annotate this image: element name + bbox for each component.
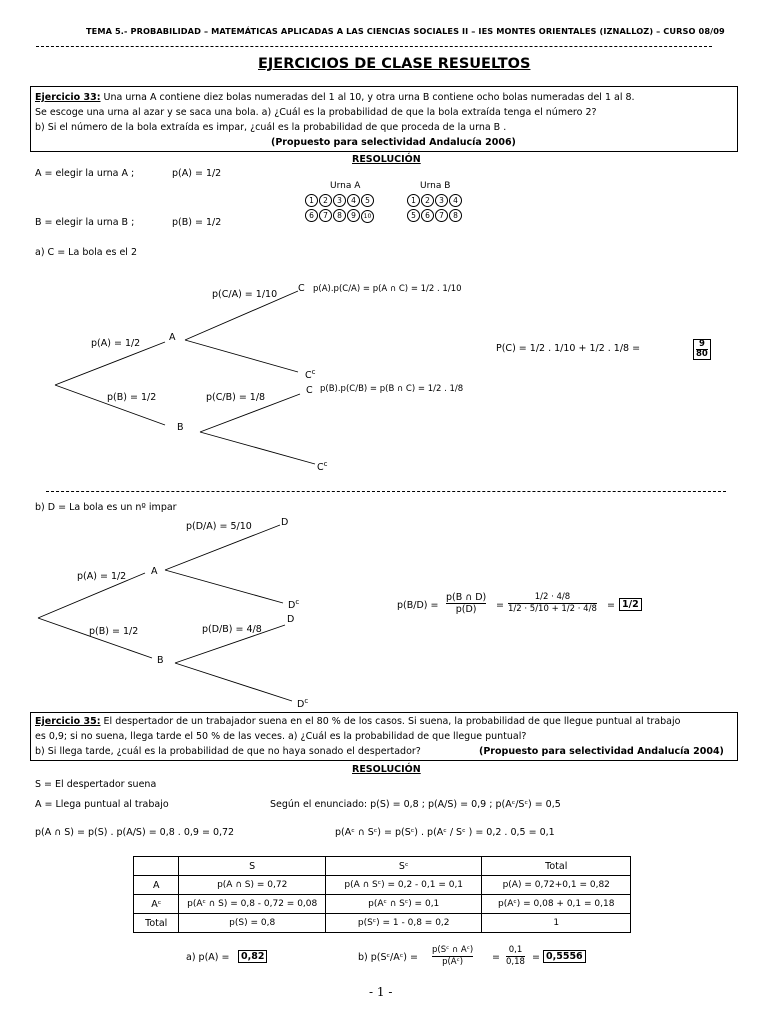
urn-a-ball: 8	[333, 209, 346, 222]
tree2-node-dc2: $D^c$	[297, 697, 309, 711]
bayes-fraction-values: $\frac{1/2 \cdot 4/8}{1/2 \cdot 5/10 + 1/2 \cdot 4/8}$	[508, 592, 597, 614]
table-cell: p(Sᶜ) = 1 - 0,8 = 0,2	[325, 914, 482, 933]
bayes-fraction: $\frac{p(B \cap D)}{p(D)}$	[446, 592, 487, 615]
exercise-33-line3: b) Si el número de la bola extraída es impar, ¿cuál es la probabilidad de que proceda de la urna B .	[35, 122, 507, 133]
urn-b-ball: 4	[449, 194, 462, 207]
exercise-35-resolution: RESOLUCIÓN	[352, 764, 421, 775]
tree1-label-pcb: p(C/B) = 1/8	[206, 392, 266, 403]
exercise-33-resolution: RESOLUCIÓN	[352, 154, 421, 165]
prob-b: p(B) = 1/2	[172, 217, 222, 228]
tree1-node-c1: C	[298, 283, 305, 294]
table-cell: p(A) = 0,72+0,1 = 0,82	[482, 876, 631, 895]
part-a-definition: a) C = La bola es el 2	[35, 247, 137, 258]
tree1-joint-bc: p(B).p(C/B) = p(B ∩ C) = 1/2 . 1/8	[320, 384, 464, 394]
given-probabilities: Según el enunciado: p(S) = 0,8 ; p(A/S) = 0,9 ; p(Aᶜ/Sᶜ) = 0,5	[270, 799, 561, 810]
table-row-header: A	[134, 876, 179, 895]
exercise-35-line2: es 0,9; si no suena, llega tarde el 50 % de las veces. a) ¿Cuál es la probabilidad de que llegue puntual?	[35, 731, 527, 742]
table-header-cell: S	[179, 857, 325, 876]
urn-b-ball: 8	[449, 209, 462, 222]
urn-b-ball: 5	[407, 209, 420, 222]
answer-a-lhs: a) p(A) =	[186, 952, 230, 963]
tree2-label-pb: p(B) = 1/2	[89, 626, 139, 637]
bayes-result-equals: =	[607, 600, 615, 611]
table-cell: p(Aᶜ ∩ S) = 0,8 - 0,72 = 0,08	[179, 895, 325, 914]
tree2-label-pdb: p(D/B) = 4/8	[202, 624, 262, 635]
tree2-branch-a-dc	[165, 570, 283, 603]
exercise-35-line3: b) Si llega tarde, ¿cuál es la probabilidad de que no haya sonado el despertador?	[35, 746, 421, 757]
table-cell: p(A ∩ S) = 0,72	[179, 876, 325, 895]
table-row	[134, 895, 631, 914]
urn-a-ball: 2	[319, 194, 332, 207]
tree2-label-pa: p(A) = 1/2	[77, 571, 127, 582]
answer-b-result: 0,5556	[543, 950, 586, 963]
tree2-node-b: B	[157, 655, 164, 666]
urn-a-ball: 6	[305, 209, 318, 222]
tree1-label-pa: p(A) = 1/2	[91, 338, 141, 349]
urn-a-ball: 5	[361, 194, 374, 207]
tree2-node-dc1: $D^c$	[288, 598, 300, 612]
tree1-branch-b-cc	[200, 432, 315, 464]
exercise-35-label: Ejercicio 35:	[35, 716, 101, 727]
table-header-cell: Sᶜ	[325, 857, 482, 876]
tree1-node-c2: C	[306, 385, 313, 396]
tree2-label-pda: p(D/A) = 5/10	[186, 521, 252, 532]
urn-b-ball: 7	[435, 209, 448, 222]
table-cell: p(Aᶜ) = 0,08 + 0,1 = 0,18	[482, 895, 631, 914]
tree1-label-pb: p(B) = 1/2	[107, 392, 157, 403]
urn-a-ball: 9	[347, 209, 360, 222]
event-a-definition: A = elegir la urna A ;	[35, 168, 135, 179]
table-header-row	[134, 857, 631, 876]
table-header-cell	[134, 857, 179, 876]
page-title: EJERCICIOS DE CLASE RESUELTOS	[258, 56, 531, 72]
table-row	[134, 914, 631, 933]
tree1-branch-a-cc	[185, 340, 298, 372]
answer-a-result: 0,82	[238, 950, 267, 963]
tree1-node-cc2: $C^c$	[317, 460, 328, 474]
table-row-header: Aᶜ	[134, 895, 179, 914]
event-s-definition: S = El despertador suena	[35, 779, 157, 790]
contingency-table	[133, 856, 631, 933]
urn-b-ball: 3	[435, 194, 448, 207]
table-row	[134, 876, 631, 895]
exercise-35-box	[30, 712, 738, 761]
tree2-node-a: A	[151, 566, 158, 577]
urn-a-ball: 4	[347, 194, 360, 207]
tree2-node-d1: D	[281, 517, 289, 528]
exercise-35-source: (Propuesto para selectividad Andalucía 2004)	[479, 746, 724, 757]
event-a-puntual-definition: A = Llega puntual al trabajo	[35, 799, 169, 810]
urn-b-ball: 2	[421, 194, 434, 207]
bayes-result: 1/2	[619, 598, 642, 611]
urn-a-ball: 1	[305, 194, 318, 207]
tree1-node-b: B	[177, 422, 184, 433]
answer-b-result-equals: =	[532, 952, 540, 963]
bayes-lhs: p(B/D) =	[397, 600, 439, 611]
answer-b-equals: =	[492, 952, 500, 963]
urn-b-label: Urna B	[420, 181, 451, 191]
page-header: TEMA 5.- PROBABILIDAD – MATEMÁTICAS APLICADAS A LAS CIENCIAS SOCIALES II – IES MONTES ORIENTALES (IZNALLOZ) – CURSO 08/09	[86, 26, 725, 36]
urn-b-ball: 1	[407, 194, 420, 207]
table-cell: p(Aᶜ ∩ Sᶜ) = 0,1	[325, 895, 482, 914]
table-header-cell: Total	[482, 857, 631, 876]
urn-a-ball: 10	[361, 210, 374, 223]
tree1-joint-ac: p(A).p(C/A) = p(A ∩ C) = 1/2 . 1/10	[313, 284, 462, 294]
tree1-node-a: A	[169, 332, 176, 343]
bayes-equals: =	[496, 600, 504, 611]
tree1-branch-b	[55, 385, 165, 425]
urn-a-ball: 3	[333, 194, 346, 207]
tree1-label-pca: p(C/A) = 1/10	[212, 289, 278, 300]
urn-a-label: Urna A	[330, 181, 361, 191]
event-b-definition: B = elegir la urna B ;	[35, 217, 135, 228]
page-number: - 1 -	[369, 985, 393, 999]
answer-b-fraction: $\frac{\text{p(Sᶜ ∩ Aᶜ)}}{\text{p(Aᶜ)}}$	[432, 945, 474, 967]
table-row-header: Total	[134, 914, 179, 933]
exercise-33-source: (Propuesto para selectividad Andalucía 2006)	[271, 137, 516, 148]
part-b-definition: b) D = La bola es un nº impar	[35, 502, 177, 513]
tree2-branch-b	[38, 618, 152, 658]
urn-a-ball: 7	[319, 209, 332, 222]
prob-a: p(A) = 1/2	[172, 168, 222, 179]
table-cell: 1	[482, 914, 631, 933]
exercise-33-line2: Se escoge una urna al azar y se saca una bola. a) ¿Cuál es la probabilidad de que la bola extraída tenga el número 2?	[35, 107, 597, 118]
table-cell: p(A ∩ Sᶜ) = 0,2 - 0,1 = 0,1	[325, 876, 482, 895]
urn-b-ball: 6	[421, 209, 434, 222]
joint-a-s: p(A ∩ S) = p(S) . p(A/S) = 0,8 . 0,9 = 0,72	[35, 827, 235, 838]
table-cell: p(S) = 0,8	[179, 914, 325, 933]
answer-b-values: $\frac{0,1}{0,18}$	[506, 945, 525, 967]
exercise-33-label: Ejercicio 33:	[35, 92, 101, 103]
pc-result: 9 80	[693, 339, 711, 360]
tree2-branch-b-dc	[175, 663, 292, 701]
tree1-node-cc1: $C^c$	[305, 368, 316, 382]
joint-ac-sc: p(Aᶜ ∩ Sᶜ) = p(Sᶜ) . p(Aᶜ / Sᶜ ) = 0,2 . 0,5 = 0,1	[335, 827, 555, 838]
tree2-node-d2: D	[287, 614, 295, 625]
pc-expression: P(C) = 1/2 . 1/10 + 1/2 . 1/8 =	[496, 343, 641, 354]
exercise-35-line1: Ejercicio 35: El despertador de un trabajador suena en el 80 % de los casos. Si suena, la probabilidad de que llegue puntual al trabajo	[35, 716, 681, 727]
exercise-33-text1: Una urna A contiene diez bolas numeradas del 1 al 10, y otra urna B contiene ocho bolas numeradas del 1 al 8.	[103, 92, 635, 103]
answer-b-lhs: b) p(Sᶜ/Aᶜ) =	[358, 952, 418, 963]
part-divider	[46, 491, 726, 492]
